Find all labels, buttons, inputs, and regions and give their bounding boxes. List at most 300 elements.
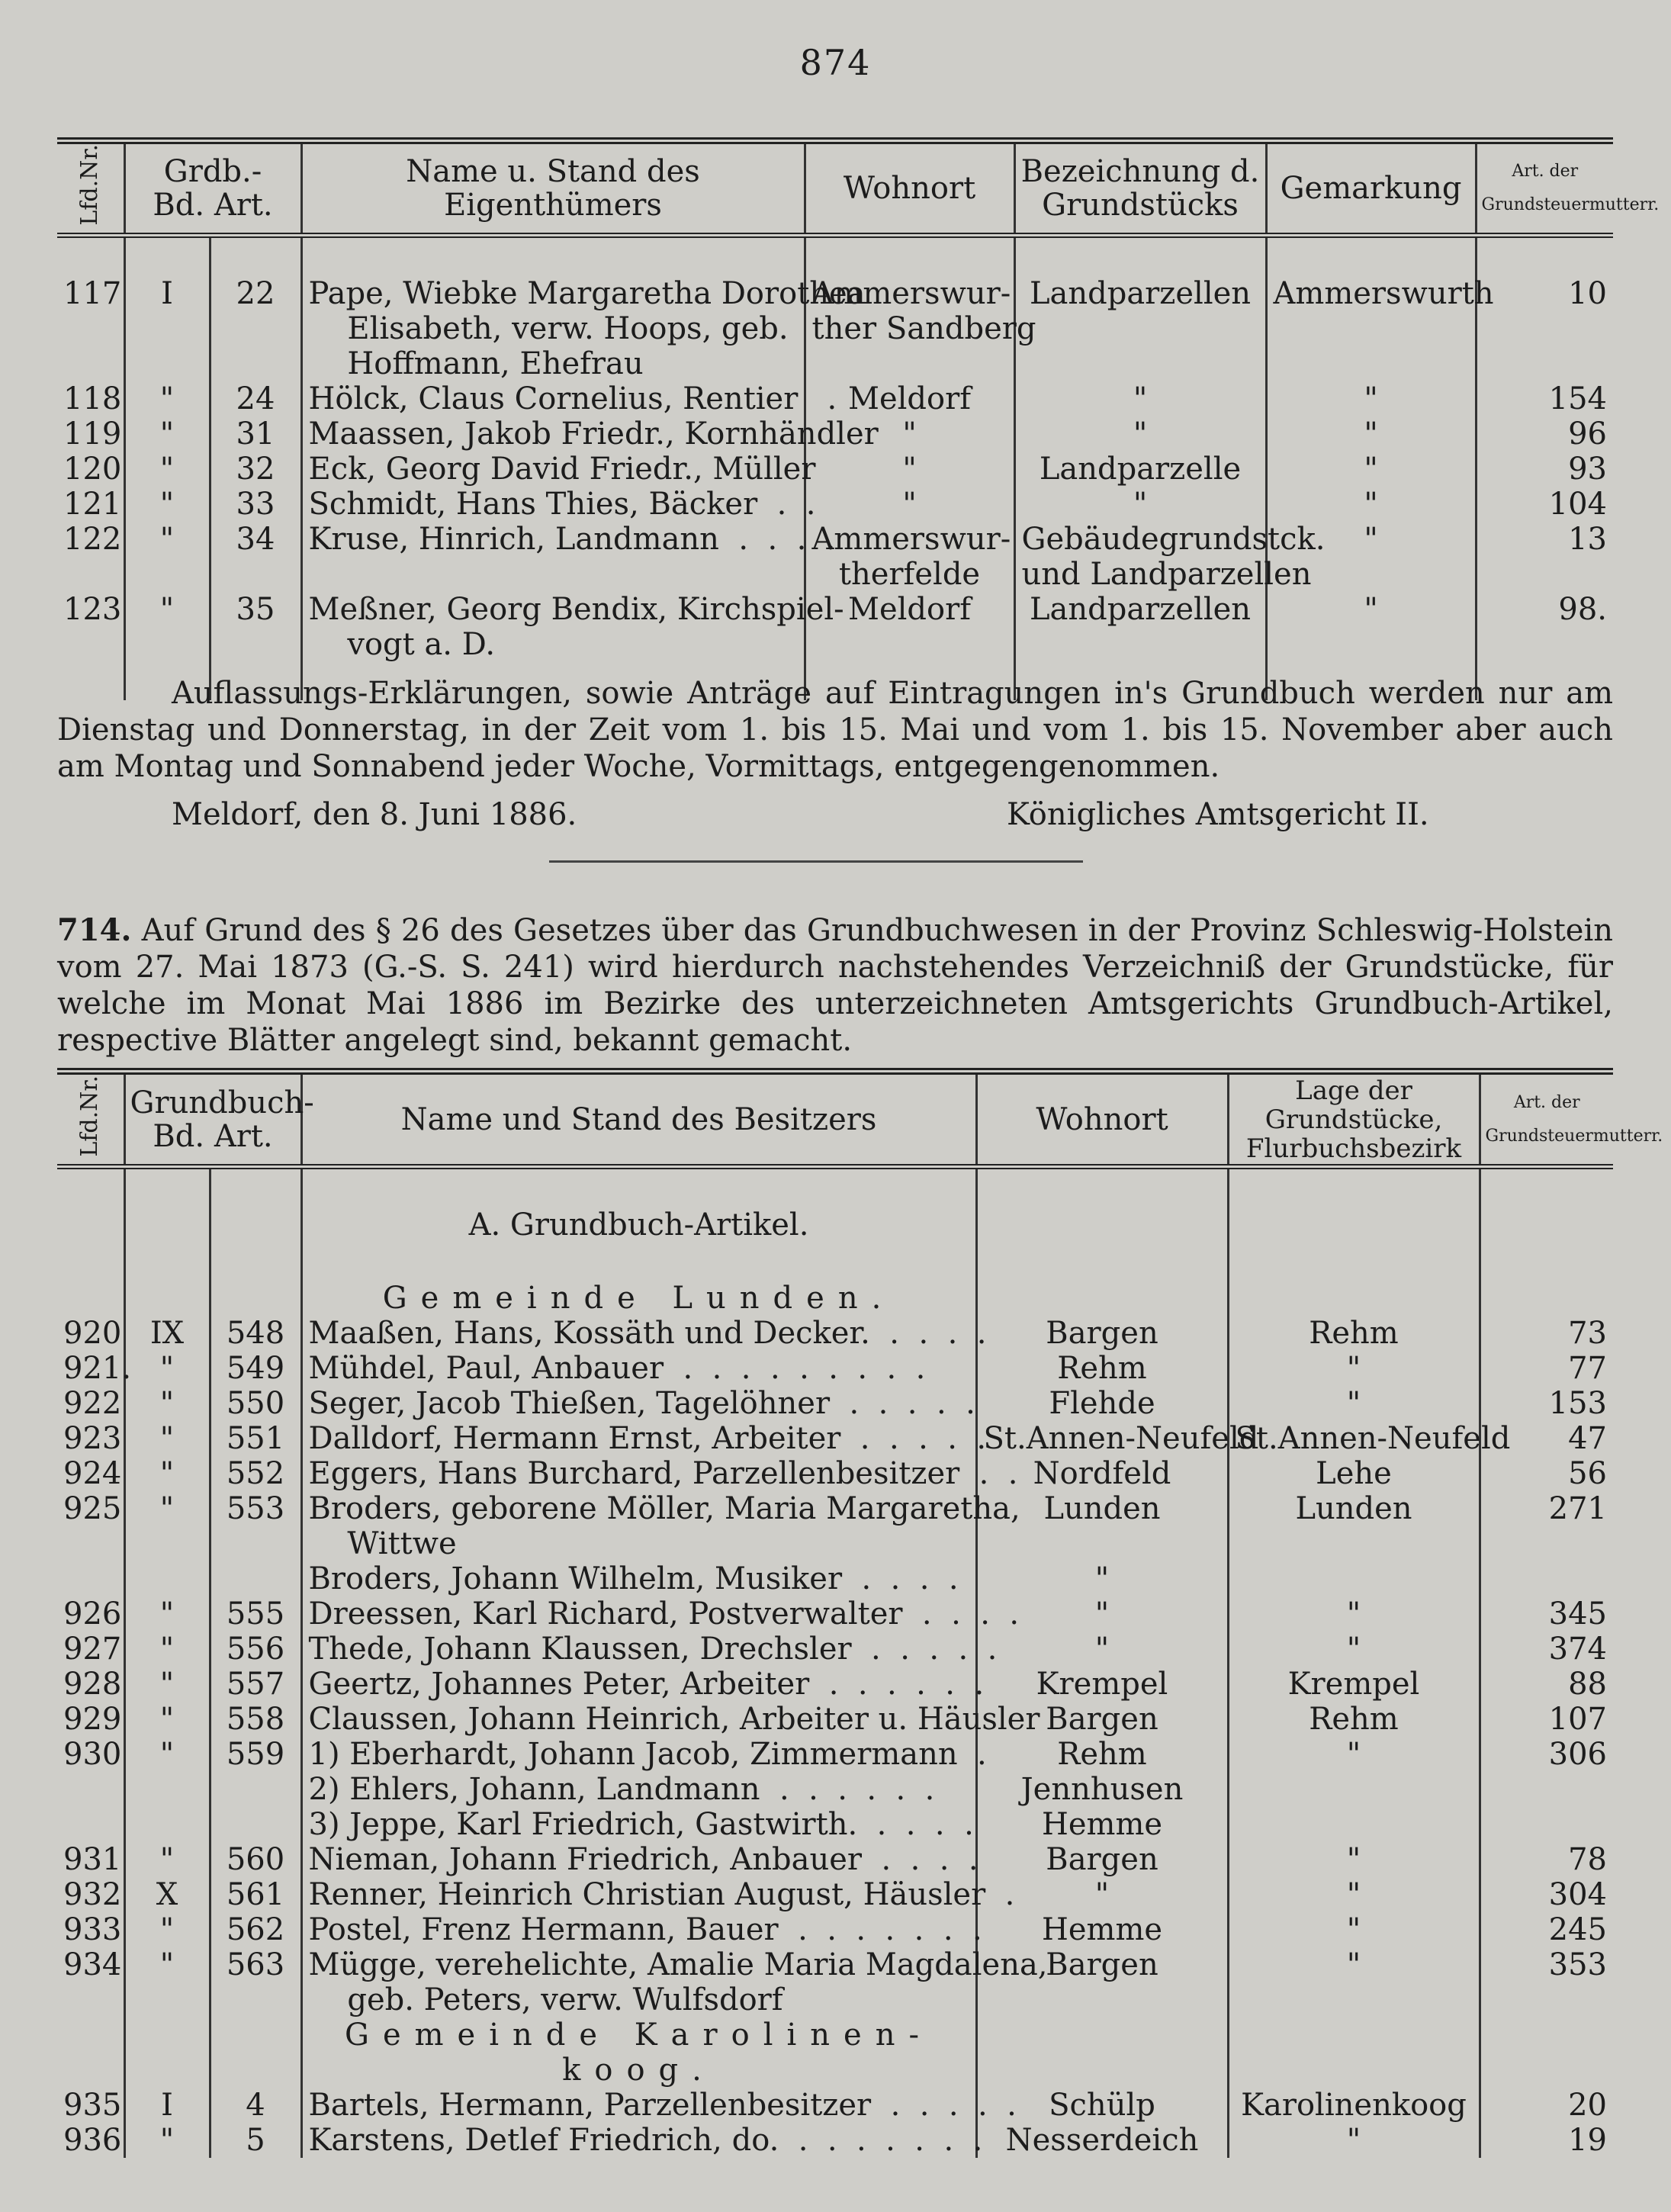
owner-name: Hölck, Claus Cornelius, Rentier . — [301, 381, 805, 416]
gemeinde-heading-row — [57, 2017, 1613, 2053]
residence: Bargen — [976, 1702, 1228, 1737]
residence: Rehm — [976, 1737, 1228, 1772]
tax-roll-number: 153 — [1480, 1386, 1613, 1421]
owner-name: Karstens, Detlef Friedrich, do. . . . . . . . — [301, 2123, 976, 2158]
table-row — [57, 452, 1613, 487]
parcel-location: " — [1228, 1351, 1480, 1386]
article: 24 — [210, 381, 301, 416]
band: " — [124, 381, 210, 416]
tax-roll-number: 345 — [1480, 1596, 1613, 1632]
residence — [976, 1982, 1228, 2017]
parcel-description: und Landparzellen — [1014, 557, 1266, 592]
entry-number: 923 — [63, 1421, 122, 1456]
band: X — [124, 1877, 210, 1912]
owner-name: Meßner, Georg Bendix, Kirchspiel- — [301, 592, 805, 627]
section-title: A. Grundbuch-Artikel. — [301, 1207, 976, 1243]
entry-number: 122 — [63, 521, 122, 557]
article — [210, 1526, 301, 1561]
parcel-location: " — [1228, 1842, 1480, 1877]
cell — [1228, 2017, 1480, 2053]
col-header-bezeichnung: Bezeichnung d. Grundstücks — [1014, 141, 1266, 236]
band — [124, 627, 210, 662]
tax-roll-number: 304 — [1480, 1877, 1613, 1912]
residence: " — [976, 1561, 1228, 1596]
cell — [1480, 2017, 1613, 2053]
owner-name: Pape, Wiebke Margaretha Dorothea — [301, 276, 805, 311]
band: " — [124, 1456, 210, 1491]
table-row — [57, 557, 1613, 592]
tax-roll-number — [1480, 1807, 1613, 1842]
table2-header-row — [57, 1072, 1613, 1167]
col-header-wohnort: Wohnort — [805, 141, 1014, 236]
article: 562 — [210, 1912, 301, 1947]
band: " — [124, 1491, 210, 1526]
table-row — [57, 1982, 1613, 2017]
tax-roll-number: 374 — [1480, 1632, 1613, 1667]
article: 22 — [210, 276, 301, 311]
owner-name: geb. Peters, verw. Wulfsdorf — [301, 1982, 976, 2017]
article — [210, 1561, 301, 1596]
entry-number: 119 — [63, 416, 122, 452]
entry-number: 934 — [63, 1947, 122, 1982]
residence: Krempel — [976, 1667, 1228, 1702]
table-row — [57, 1807, 1613, 1842]
owner-name: Broders, geborene Möller, Maria Margaretha, — [301, 1491, 976, 1526]
table-row — [57, 1386, 1613, 1421]
owner-name: Mühdel, Paul, Anbauer . . . . . . . . . — [301, 1351, 976, 1386]
band: " — [124, 1912, 210, 1947]
col-header-lfdnr: Lfd.Nr. — [76, 144, 104, 226]
article — [210, 346, 301, 381]
tax-roll-number: 10 — [1476, 276, 1613, 311]
residence: Meldorf — [805, 592, 1014, 627]
entry-number — [57, 1526, 124, 1561]
entry-number: 118 — [63, 381, 122, 416]
owner-name: 2) Ehlers, Johann, Landmann . . . . . . — [301, 1772, 976, 1807]
band: " — [124, 416, 210, 452]
residence: Nesserdeich — [976, 2123, 1228, 2158]
tax-roll-number — [1476, 627, 1613, 662]
parcel-location: " — [1228, 1632, 1480, 1667]
article: 4 — [210, 2088, 301, 2123]
col-header-lfdnr: Lfd.Nr. — [76, 1075, 104, 1157]
col-header-grdb: Grdb.- Bd. Art. — [124, 141, 301, 236]
band — [124, 346, 210, 381]
tax-roll-number: 20 — [1480, 2088, 1613, 2123]
tax-roll-number: 154 — [1476, 381, 1613, 416]
tax-roll-number: 98. — [1476, 592, 1613, 627]
table-row — [57, 1702, 1613, 1737]
table-row — [57, 522, 1613, 557]
article: 556 — [210, 1632, 301, 1667]
separator-rule — [549, 860, 1083, 863]
band — [124, 1982, 210, 2017]
parcel-location: " — [1228, 1386, 1480, 1421]
table-row — [57, 487, 1613, 522]
cell — [57, 2017, 124, 2053]
entry-number: 936 — [63, 2123, 122, 2158]
band: IX — [124, 1316, 210, 1351]
register-table-1 — [57, 137, 1660, 700]
col-header-lage: Lage der Grundstücke, Flurbuchsbezirk — [1228, 1072, 1480, 1167]
table-row — [57, 1912, 1613, 1947]
article: 563 — [210, 1947, 301, 1982]
table-row — [57, 1456, 1613, 1491]
parcel-location: " — [1228, 1596, 1480, 1632]
entry-number: 121 — [63, 486, 122, 522]
entry-number — [57, 346, 124, 381]
article: 553 — [210, 1491, 301, 1526]
band — [124, 557, 210, 592]
court-signature: Königliches Amtsgericht II. — [1007, 797, 1429, 832]
table-row — [57, 311, 1613, 346]
parcel-location — [1228, 1982, 1480, 2017]
entry-number: 935 — [63, 2088, 122, 2123]
entry-number — [57, 627, 124, 662]
owner-name: Seger, Jacob Thießen, Tagelöhner . . . . . — [301, 1386, 976, 1421]
table-row — [57, 416, 1613, 452]
gemeinde-heading-row — [57, 2053, 1613, 2088]
tax-roll-number — [1476, 311, 1613, 346]
tax-roll-number: 93 — [1476, 452, 1613, 487]
band: " — [124, 1737, 210, 1772]
gemeinde-heading-lunden: Gemeinde Lunden. — [301, 1281, 976, 1316]
district: " — [1266, 381, 1476, 416]
entry-number: 924 — [63, 1456, 122, 1491]
table-row — [57, 1421, 1613, 1456]
article — [210, 1982, 301, 2017]
col-header-name: Name u. Stand des Eigenthümers — [301, 141, 805, 236]
tax-roll-number: 107 — [1480, 1702, 1613, 1737]
residence: " — [805, 416, 1014, 452]
residence: Bargen — [976, 1842, 1228, 1877]
col-header-grundbuch: Grundbuch- Bd. Art. — [124, 1072, 301, 1167]
page-number: 874 — [799, 42, 872, 83]
residence: Hemme — [976, 1912, 1228, 1947]
table-row — [57, 1351, 1613, 1386]
parcel-location: Krempel — [1228, 1667, 1480, 1702]
owner-name: Wittwe — [301, 1526, 976, 1561]
band: " — [124, 452, 210, 487]
residence: Nordfeld — [976, 1456, 1228, 1491]
notice-paragraph: Auflassungs-Erklärungen, sowie Anträge auf Eintragungen in's Grundbuch werden nur am Dienstag und Donnerstag, in der Zeit vom 1. bis 15. Mai und vom 1. bis 15. November aber auch am Montag und Sonnabend jeder Woche, Vormittags, entgegengenommen. — [57, 676, 1613, 784]
table-row — [57, 2088, 1613, 2123]
district: " — [1266, 592, 1476, 627]
band: " — [124, 1842, 210, 1877]
table-row — [57, 1596, 1613, 1632]
tax-roll-number: 104 — [1476, 487, 1613, 522]
cell — [976, 2017, 1228, 2053]
article: 551 — [210, 1421, 301, 1456]
residence: Ammerswur- — [805, 522, 1014, 557]
article — [210, 1772, 301, 1807]
table-row — [57, 592, 1613, 627]
residence: " — [976, 1877, 1228, 1912]
parcel-location — [1228, 1561, 1480, 1596]
table-row — [57, 346, 1613, 381]
district: Ammerswurth — [1266, 276, 1476, 311]
owner-name: 3) Jeppe, Karl Friedrich, Gastwirth. . . . . — [301, 1807, 976, 1842]
owner-name: Maaßen, Hans, Kossäth und Decker. . . . . — [301, 1316, 976, 1351]
tax-roll-number — [1480, 1561, 1613, 1596]
band: " — [124, 1632, 210, 1667]
residence: Hemme — [976, 1807, 1228, 1842]
table-row — [57, 627, 1613, 662]
band: I — [124, 2088, 210, 2123]
section-text: Auf Grund des § 26 des Gesetzes über das Grundbuchwesen in der Provinz Schleswig-Holstein vom 27. Mai 1873 (G.-S. S. 241) wird hierdurch nachstehendes Verzeichniß der Grundstücke, für welche im Monat Mai 1886 im Bezirke des unterzeichneten Amtsgerichts Grundbuch-Artikel, respective Blätter angelegt sind, bekannt gemacht. — [57, 913, 1614, 1058]
article — [210, 557, 301, 592]
district — [1266, 346, 1476, 381]
residence: Rehm — [976, 1351, 1228, 1386]
parcel-description: " — [1014, 416, 1266, 452]
gemeinde-heading-row — [57, 1281, 1613, 1316]
band — [124, 1526, 210, 1561]
article: 552 — [210, 1456, 301, 1491]
entry-number: 920 — [63, 1316, 122, 1351]
place-date: Meldorf, den 8. Juni 1886. — [172, 797, 577, 832]
article: 31 — [210, 416, 301, 452]
entry-number — [57, 311, 124, 346]
table-row — [57, 1491, 1613, 1526]
band: " — [124, 487, 210, 522]
entry-number: 932 — [63, 1877, 122, 1912]
parcel-location: Karolinenkoog — [1228, 2088, 1480, 2123]
parcel-description: Landparzellen — [1014, 592, 1266, 627]
tax-roll-number: 306 — [1480, 1737, 1613, 1772]
entry-number: 921. — [63, 1351, 132, 1386]
article: 33 — [210, 487, 301, 522]
owner-name: Eggers, Hans Burchard, Parzellenbesitzer . . — [301, 1456, 976, 1491]
article: 558 — [210, 1702, 301, 1737]
parcel-location: Rehm — [1228, 1316, 1480, 1351]
article: 557 — [210, 1667, 301, 1702]
parcel-location: " — [1228, 1737, 1480, 1772]
article: 561 — [210, 1877, 301, 1912]
owner-name: Mügge, verehelichte, Amalie Maria Magdalena, — [301, 1947, 976, 1982]
entry-number — [57, 557, 124, 592]
residence: Ammerswur- — [805, 276, 1014, 311]
band — [124, 1561, 210, 1596]
tax-roll-number: 77 — [1480, 1351, 1613, 1386]
article — [210, 627, 301, 662]
parcel-description — [1014, 346, 1266, 381]
table-row — [57, 1667, 1613, 1702]
parcel-description — [1014, 627, 1266, 662]
owner-name: Kruse, Hinrich, Landmann . . . . — [301, 522, 805, 557]
band: " — [124, 1947, 210, 1982]
tax-roll-number: 96 — [1476, 416, 1613, 452]
col-header-mutterrolle: Art. der Grundsteuermutterr. — [1476, 141, 1613, 236]
parcel-location: " — [1228, 1912, 1480, 1947]
article: 35 — [210, 592, 301, 627]
residence: " — [976, 1596, 1228, 1632]
cell — [124, 2017, 210, 2053]
district — [1266, 311, 1476, 346]
band: I — [124, 276, 210, 311]
band: " — [124, 1351, 210, 1386]
article: 548 — [210, 1316, 301, 1351]
tax-roll-number: 271 — [1480, 1491, 1613, 1526]
parcel-location — [1228, 1772, 1480, 1807]
entry-number — [57, 1772, 124, 1807]
tax-roll-number — [1480, 1526, 1613, 1561]
district: " — [1266, 452, 1476, 487]
table-row — [57, 1842, 1613, 1877]
table-row — [57, 1947, 1613, 1982]
owner-name: Thede, Johann Klaussen, Drechsler . . . . . — [301, 1632, 976, 1667]
parcel-location — [1228, 1526, 1480, 1561]
entry-number: 928 — [63, 1667, 122, 1702]
band: " — [124, 592, 210, 627]
parcel-location: " — [1228, 2123, 1480, 2158]
article: 5 — [210, 2123, 301, 2158]
article — [210, 311, 301, 346]
gemeinde-heading-karolinenkoog: koog. — [301, 2053, 976, 2088]
entry-number: 930 — [63, 1737, 122, 1772]
col-header-gemarkung: Gemarkung — [1266, 141, 1476, 236]
band — [124, 1807, 210, 1842]
cell — [210, 2017, 301, 2053]
tax-roll-number: 73 — [1480, 1316, 1613, 1351]
owner-name: Elisabeth, verw. Hoops, geb. — [301, 311, 805, 346]
district: " — [1266, 416, 1476, 452]
tax-roll-number: 78 — [1480, 1842, 1613, 1877]
cell — [57, 2053, 124, 2088]
parcel-location — [1228, 1807, 1480, 1842]
band — [124, 311, 210, 346]
parcel-location: Lehe — [1228, 1456, 1480, 1491]
district: " — [1266, 487, 1476, 522]
tax-roll-number — [1476, 346, 1613, 381]
residence: " — [805, 487, 1014, 522]
parcel-description: " — [1014, 487, 1266, 522]
band: " — [124, 1702, 210, 1737]
entry-number: 922 — [63, 1386, 122, 1421]
cell — [1228, 2053, 1480, 2088]
owner-name: Broders, Johann Wilhelm, Musiker . . . . — [301, 1561, 976, 1596]
residence: Bargen — [976, 1947, 1228, 1982]
owner-name: Claussen, Johann Heinrich, Arbeiter u. Häusler — [301, 1702, 976, 1737]
entry-number: 117 — [63, 275, 122, 311]
article: 550 — [210, 1386, 301, 1421]
parcel-location: Rehm — [1228, 1702, 1480, 1737]
owner-name: Maassen, Jakob Friedr., Kornhändler — [301, 416, 805, 452]
table-row — [57, 381, 1613, 416]
entry-number: 926 — [63, 1596, 122, 1632]
parcel-location: St.Annen-Neufeld — [1228, 1421, 1480, 1456]
parcel-description — [1014, 311, 1266, 346]
section-number: 714. — [57, 912, 132, 948]
gemeinde-heading-karolinenkoog: Gemeinde Karolinen- — [301, 2017, 976, 2053]
table2-body — [57, 1167, 1613, 2159]
band: " — [124, 1667, 210, 1702]
owner-name: Dalldorf, Hermann Ernst, Arbeiter . . . . . — [301, 1421, 976, 1456]
tax-roll-number: 47 — [1480, 1421, 1613, 1456]
owner-name: Geertz, Johannes Peter, Arbeiter . . . . . . — [301, 1667, 976, 1702]
tax-roll-number — [1476, 557, 1613, 592]
band — [124, 1772, 210, 1807]
cell — [124, 2053, 210, 2088]
entry-number: 120 — [63, 451, 122, 487]
owner-name: Dreessen, Karl Richard, Postverwalter . . . . — [301, 1596, 976, 1632]
residence: Jennhusen — [976, 1772, 1228, 1807]
owner-name: Postel, Frenz Hermann, Bauer . . . . . . . — [301, 1912, 976, 1947]
parcel-description: Landparzelle — [1014, 452, 1266, 487]
table-row — [57, 1561, 1613, 1596]
table-row — [57, 1316, 1613, 1351]
owner-name: Schmidt, Hans Thies, Bäcker . . — [301, 487, 805, 522]
residence: " — [805, 452, 1014, 487]
owner-name: vogt a. D. — [301, 627, 805, 662]
district — [1266, 627, 1476, 662]
entry-number: 933 — [63, 1912, 122, 1947]
cell — [976, 2053, 1228, 2088]
article: 555 — [210, 1596, 301, 1632]
parcel-location: " — [1228, 1877, 1480, 1912]
col-header-name: Name und Stand des Besitzers — [301, 1072, 976, 1167]
entry-number — [57, 1807, 124, 1842]
owner-name — [301, 557, 805, 592]
cell — [210, 2053, 301, 2088]
residence: Schülp — [976, 2088, 1228, 2123]
district: " — [1266, 522, 1476, 557]
band: " — [124, 522, 210, 557]
table-row — [57, 1737, 1613, 1772]
article — [210, 1807, 301, 1842]
residence: Bargen — [976, 1316, 1228, 1351]
tax-roll-number: 19 — [1480, 2123, 1613, 2158]
col-header-wohnort: Wohnort — [976, 1072, 1228, 1167]
residence: Flehde — [976, 1386, 1228, 1421]
table1-header-row — [57, 141, 1613, 236]
table1-body — [57, 235, 1613, 700]
table-row — [57, 1877, 1613, 1912]
article: 32 — [210, 452, 301, 487]
residence — [805, 627, 1014, 662]
article: 559 — [210, 1737, 301, 1772]
tax-roll-number: 88 — [1480, 1667, 1613, 1702]
owner-name: Eck, Georg David Friedr., Müller — [301, 452, 805, 487]
entry-number — [57, 1982, 124, 2017]
cell — [1480, 2053, 1613, 2088]
section-714-paragraph — [57, 912, 1613, 1059]
owner-name: Hoffmann, Ehefrau — [301, 346, 805, 381]
parcel-description: Gebäudegrundstck. — [1014, 522, 1266, 557]
owner-name: Nieman, Johann Friedrich, Anbauer . . . . — [301, 1842, 976, 1877]
band: " — [124, 1386, 210, 1421]
band: " — [124, 1421, 210, 1456]
register-table-2 — [57, 1068, 1663, 2158]
article: 549 — [210, 1351, 301, 1386]
table-row — [57, 1632, 1613, 1667]
section-title-row — [57, 1207, 1613, 1243]
residence: " — [976, 1632, 1228, 1667]
residence — [976, 1526, 1228, 1561]
parcel-description: " — [1014, 381, 1266, 416]
col-header-mutterrolle: Art. der Grundsteuermutterr. — [1480, 1072, 1613, 1167]
residence: Meldorf — [805, 381, 1014, 416]
table-row — [57, 276, 1613, 311]
entry-number — [57, 1561, 124, 1596]
residence: Lunden — [976, 1491, 1228, 1526]
article: 34 — [210, 522, 301, 557]
residence: ther Sandberg — [805, 311, 1014, 346]
entry-number: 931 — [63, 1842, 122, 1877]
owner-name: Renner, Heinrich Christian August, Häusler . — [301, 1877, 976, 1912]
article: 560 — [210, 1842, 301, 1877]
entry-number: 929 — [63, 1702, 122, 1737]
band: " — [124, 2123, 210, 2158]
